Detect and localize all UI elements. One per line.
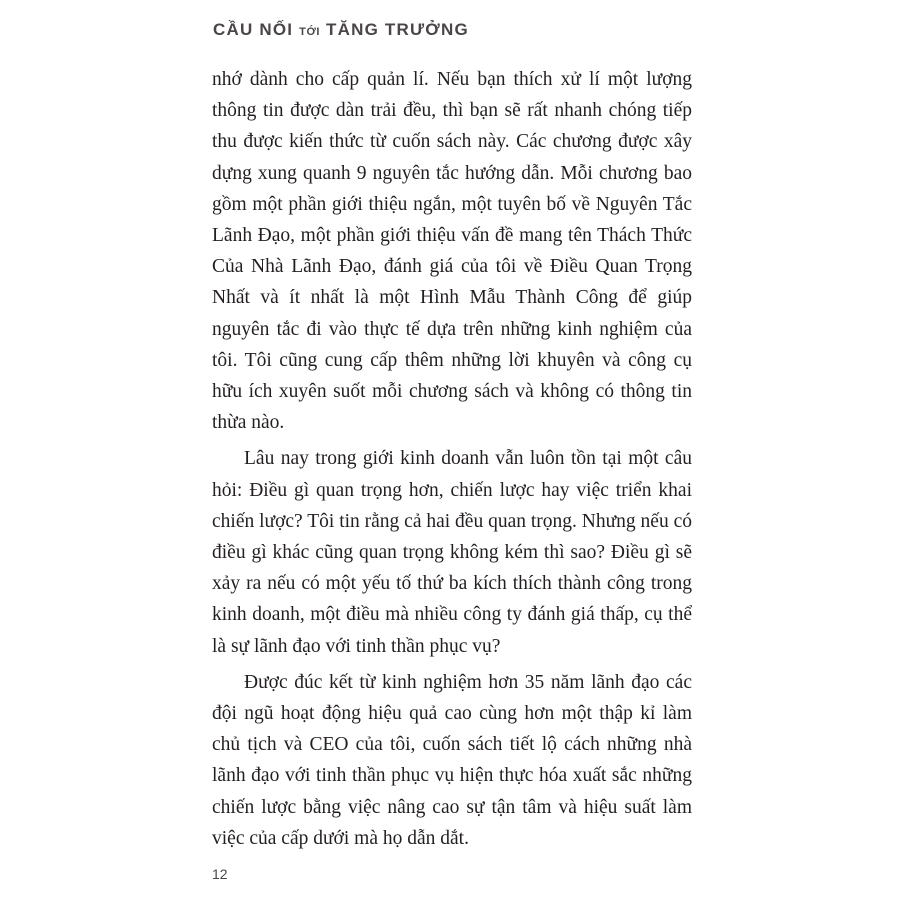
page-number: 12 bbox=[212, 866, 228, 882]
header-title-part2: TỚI bbox=[299, 26, 321, 38]
paragraph: Lâu nay trong giới kinh doanh vẫn luôn tồn tại một câu hỏi: Điều gì quan trọng hơn, chiến lược hay việc triển khai chiến lược? Tôi tin rằng cả hai đều quan trọng. Nhưng nếu có điều gì khác cũng quan trọng không kém thì sao? Điều gì sẽ xảy ra nếu có một yếu tố thứ ba kích thích thành công trong kinh doanh, một điều mà nhiều công ty đánh giá thấp, cụ thể là sự lãnh đạo với tinh thần phục vụ? bbox=[212, 448, 692, 657]
running-header bbox=[213, 20, 469, 40]
paragraph-continued: nhớ dành cho cấp quản lí. Nếu bạn thích xử lí một lượng thông tin được dàn trải đều, thì bạn sẽ rất nhanh chóng tiếp thu được kiến thức từ cuốn sách này. Các chương được xây dựng xung quanh 9 nguyên tắc hướng dẫn. Mỗi chương bao gồm một phần giới thiệu ngắn, một tuyên bố về Nguyên Tắc Lãnh Đạo, một phần giới thiệu vấn đề mang tên Thách Thức Của Nhà Lãnh Đạo, đánh giá của tôi về Điều Quan Trọng Nhất và ít nhất là một Hình Mẫu Thành Công để giúp nguyên tắc đi vào thực tế dựa trên những kinh nghiệm của tôi. Tôi cũng cung cấp thêm những lời khuyên và công cụ hữu ích xuyên suốt mỗi chương sách và không có thông tin thừa nào. bbox=[212, 69, 692, 434]
body-text bbox=[212, 64, 692, 859]
paragraph: Được đúc kết từ kinh nghiệm hơn 35 năm lãnh đạo các đội ngũ hoạt động hiệu quả cao cùng hơn một thập kỉ làm chủ tịch và CEO của tôi, cuốn sách tiết lộ cách những nhà lãnh đạo với tinh thần phục vụ hiện thực hóa xuất sắc những chiến lược bằng việc nâng cao sự tận tâm và hiệu suất làm việc của cấp dưới mà họ dẫn dắt. bbox=[212, 671, 692, 849]
header-title-part1: CẦU NỐI bbox=[213, 20, 294, 39]
header-title-part3: TĂNG TRƯỞNG bbox=[326, 20, 469, 39]
